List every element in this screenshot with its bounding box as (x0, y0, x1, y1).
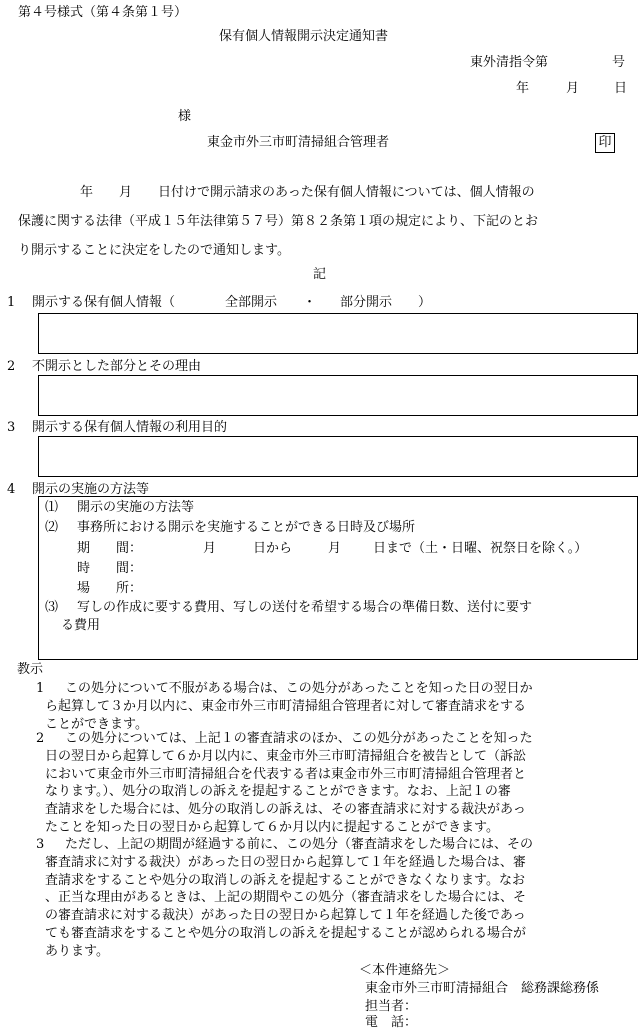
sub3-number: ⑶ (45, 600, 59, 615)
contact-phone-label: 電 話： (365, 1015, 418, 1030)
period-from: 日から (253, 541, 293, 556)
item1-entry-box[interactable] (38, 313, 638, 354)
item3-label: 開示する保有個人情報の利用目的 (32, 420, 228, 435)
instruction-line: あります。 (45, 943, 109, 959)
instruction-line: ても審査請求をすることや処分の取消しの訴えを提起することが認められる場合が (45, 925, 527, 941)
addressee-suffix: 様 (178, 109, 192, 124)
item2-number: 2 (7, 359, 16, 374)
item1-label: 開示する保有個人情報（ (32, 295, 176, 310)
instruction-line: ら起算して３か月以内に、東金市外三市町清掃組合管理者に対して審査請求をする (45, 698, 527, 714)
item2-entry-box[interactable] (38, 375, 638, 416)
contact-department: 東金市外三市町清掃組合 総務課総務係 (365, 981, 600, 996)
instruction-line: 日の翌日から起算して６か月以内に、東金市外三市町清掃組合を被告として（訴訟 (45, 748, 527, 764)
item1-number: 1 (7, 295, 16, 310)
instruction-2-number: 2 (36, 731, 45, 746)
item4-box (38, 496, 638, 660)
sub2-text: 事務所における開示を実施することができる日時及び場所 (77, 520, 416, 535)
sub1-text: 開示の実施の方法等 (77, 500, 195, 515)
instruction-line: ことができます。 (45, 716, 148, 732)
instructions-heading: 教示 (17, 662, 44, 677)
instruction-line: この処分については、上記１の審査請求のほか、この処分があったことを知った (65, 731, 533, 746)
instruction-1-number: 1 (36, 681, 45, 696)
sub2-number: ⑵ (45, 520, 59, 535)
item2-label: 不開示とした部分とその理由 (32, 359, 202, 374)
item1-close: ） (418, 295, 432, 310)
instruction-line: の審査請求に対する裁決）があった日の翌日から起算して１年を経過した後であっ (45, 908, 526, 924)
instruction-line: 、正当な理由があるときは、上記の期間やこの処分（審査請求をした場合には、そ (45, 890, 527, 906)
place-label: 場 所： (77, 581, 143, 596)
period-label: 期 間： (77, 541, 143, 556)
instruction-1 (45, 680, 643, 733)
date-day: 日 (614, 81, 628, 96)
instruction-3 (45, 836, 643, 961)
instruction-line: たことを知った日の翌日から起算して６か月以内に提起することができます。 (45, 819, 499, 835)
sub1-number: ⑴ (45, 500, 59, 515)
document-number-suffix: 号 (612, 55, 626, 70)
instruction-line: において東金市外三市町清掃組合を代表する者は東金市外三市町清掃組合管理者と (45, 766, 527, 782)
document-number-prefix: 東外清指令第 (470, 55, 549, 70)
instruction-line: ただし、上記の期間が経過する前に、この処分（審査請求をした場合には、その (65, 837, 534, 852)
sub3-line2: る費用 (61, 618, 101, 633)
instruction-2 (45, 730, 643, 837)
body-paragraph (0, 183, 643, 261)
item4-number: 4 (7, 482, 16, 497)
body-line: り開示することに決定をしたので通知します。 (18, 243, 290, 258)
form-number: 第４号様式（第４条第１号） (18, 5, 188, 20)
document-title: 保有個人情報開示決定通知書 (219, 29, 389, 44)
date-month: 月 (566, 81, 580, 96)
instruction-line: 査請求をすることや処分の取消しの訴えを提起することができなくなります。なお (45, 872, 525, 888)
item3-number: 3 (7, 420, 16, 435)
instruction-line: 査請求をした場合には、処分の取消しの訴えは、その審査請求に対する裁決があっ (45, 802, 526, 818)
body-line: 保護に関する法律（平成１５年法律第５７号）第８２条第１項の規定により、下記のとお (18, 214, 539, 229)
item1-separator: ・ (303, 295, 317, 310)
item1-option-partial: 部分開示 (340, 295, 393, 310)
instruction-line: 審査請求に対する裁決）があった日の翌日から起算して１年を経過した場合は、審 (45, 854, 526, 870)
instruction-line: なります。）、処分の取消しの訴えを提起することができます。なお、上記１の審 (45, 784, 511, 800)
instruction-3-number: 3 (36, 837, 45, 852)
date-year: 年 (516, 81, 530, 96)
item3-entry-box[interactable] (38, 436, 638, 477)
sub3-line1: 写しの作成に要する費用、写しの送付を希望する場合の準備日数、送付に要す (77, 600, 533, 615)
period-month-end: 月 (328, 541, 342, 556)
instruction-line: この処分について不服がある場合は、この処分があったことを知った日の翌日か (65, 681, 533, 696)
ki-heading: 記 (313, 267, 327, 282)
contact-heading: ＜本件連絡先＞ (359, 963, 451, 978)
period-until: 日まで（土・日曜、祝祭日を除く。） (373, 541, 588, 556)
time-label: 時 間： (77, 561, 143, 576)
item4-label: 開示の実施の方法等 (32, 482, 150, 497)
period-month-start: 月 (203, 541, 217, 556)
seal-mark: 印 (595, 133, 615, 153)
item1-option-all: 全部開示 (225, 295, 278, 310)
contact-person-label: 担当者： (365, 999, 418, 1014)
body-line: 年 月 日付けで開示請求のあった保有個人情報については、個人情報の (80, 185, 535, 200)
issuer-name: 東金市外三市町清掃組合管理者 (207, 135, 390, 150)
